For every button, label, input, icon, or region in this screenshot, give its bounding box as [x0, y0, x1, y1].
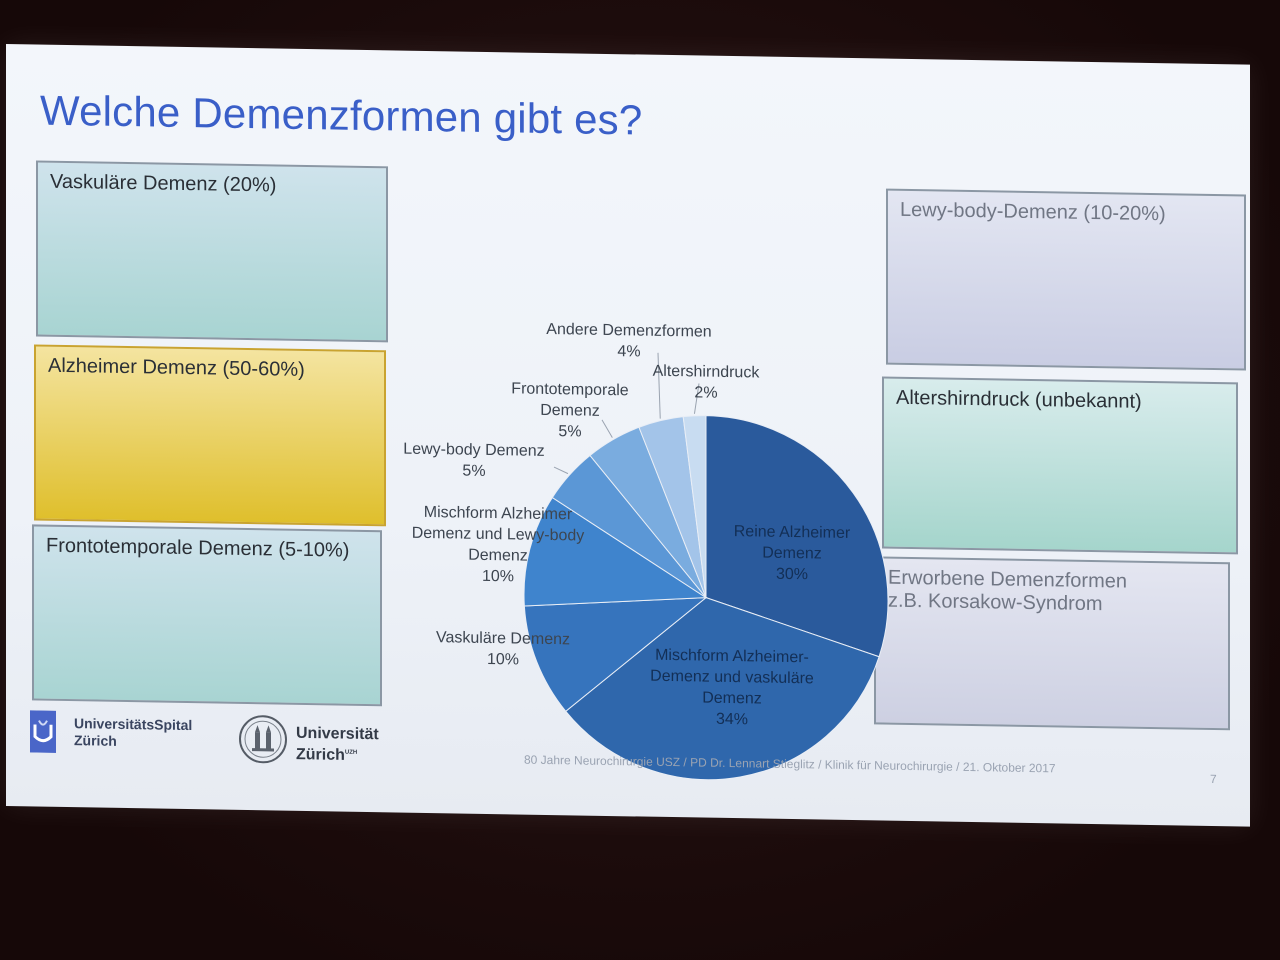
pie-label-vask: Vaskuläre Demenz10%: [436, 629, 570, 669]
box-label: Lewy-body-Demenz (10-20%): [900, 198, 1166, 226]
usz-line1: UniversitätsSpital: [74, 715, 193, 734]
usz-logo-text: [74, 715, 192, 751]
usz-logo-icon: [30, 710, 56, 752]
page-number: 7: [1210, 771, 1217, 787]
box-label: Altershirndruck (unbekannt): [896, 386, 1142, 413]
uzh-line2: Zürich: [296, 746, 345, 764]
box-lewy-body-demenz: [886, 189, 1246, 371]
uzh-sup: UZH: [344, 749, 358, 756]
pie-label-andere: Andere Demenzformen4%: [546, 320, 712, 361]
uzh-logo-text: [296, 725, 379, 766]
pie-label-fronto: FrontotemporaleDemenz5%: [511, 380, 629, 441]
slide-footer: [6, 704, 1250, 815]
uzh-logo: [238, 714, 398, 773]
box-altershirndruck: [882, 377, 1238, 555]
pie-chart: [376, 250, 896, 739]
box-label-line2: z.B. Korsakow-Syndrom: [888, 589, 1103, 616]
footer-citation: 80 Jahre Neurochirurgie USZ / PD Dr. Lennart Stieglitz / Klinik für Neurochirurgie / 21. Oktober 2017: [524, 752, 1056, 776]
slide: [6, 44, 1250, 827]
box-frontotemporale-demenz: [32, 524, 382, 706]
box-vaskulaere-demenz: [36, 160, 388, 342]
uzh-line1: Universität: [296, 724, 379, 744]
pie-leader-line: [602, 420, 612, 438]
pie-chart-svg: [376, 250, 896, 739]
box-label: Frontotemporale Demenz (5-10%): [46, 534, 350, 562]
box-erworbene-demenzformen: [874, 556, 1230, 730]
usz-line2: Zürich: [74, 732, 117, 749]
box-label-line1: Erworbene Demenzformen: [888, 566, 1127, 593]
pie-label-mischvask: Mischform Alzheimer-Demenz und vaskuläreDemenz34%: [650, 646, 814, 729]
pie-leader-line: [554, 467, 568, 474]
usz-logo: [30, 710, 230, 763]
box-label: Vaskuläre Demenz (20%): [50, 170, 277, 197]
uzh-seal-icon: [238, 714, 288, 765]
pie-label-reine: Reine AlzheimerDemenz30%: [733, 523, 851, 584]
box-alzheimer-demenz: [34, 344, 386, 526]
pie-label-alters: Altershirndruck2%: [652, 362, 760, 402]
pie-label-mischlewy: Mischform AlzheimerDemenz und Lewy-bodyDemenz10%: [411, 503, 585, 586]
slide-title: Welche Demenzformen gibt es?: [40, 86, 643, 144]
box-label: Alzheimer Demenz (50-60%): [48, 354, 305, 381]
pie-label-lewy: Lewy-body Demenz5%: [403, 440, 545, 480]
